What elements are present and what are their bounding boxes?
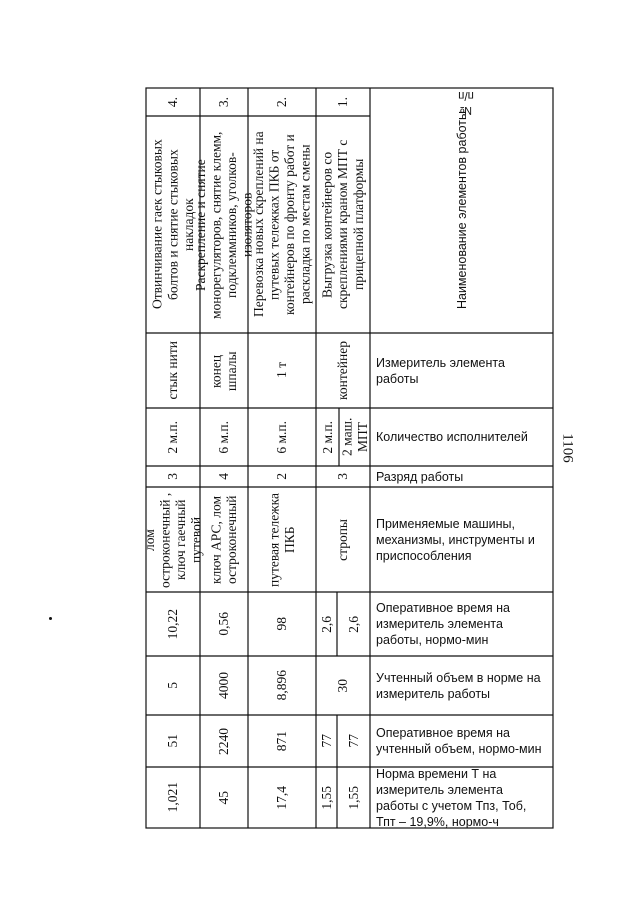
row1-workers-a-cell [339, 408, 370, 466]
header-volume: Учтенный объем в норме на измеритель работы [376, 670, 541, 701]
row1-optime-a: 2,6 [345, 615, 361, 633]
row2-num-cell [248, 88, 316, 116]
row3-optime-cell [200, 592, 248, 656]
row1-tools-cell [316, 487, 370, 592]
row1-optime-b-cell [316, 592, 337, 656]
row2-workers: 6 м.п. [274, 420, 290, 454]
row1-num-cell [316, 88, 370, 116]
row2-grade-cell [248, 466, 316, 487]
row3-measure: конец шпалы [208, 350, 239, 391]
row4-norm-cell [146, 767, 200, 828]
row2-grade: 2 [274, 473, 290, 480]
header-op-time-vol: Оперативное время на учтенный объем, нормо-мин [376, 726, 542, 756]
header-tools: Применяемые машины, механизмы, инструменты и приспособления [376, 516, 535, 563]
row1-optimevol-b-cell [316, 715, 337, 767]
row1-optime-b: 2,6 [318, 615, 334, 633]
row4-num-cell [146, 88, 200, 116]
row3-volume-cell [200, 656, 248, 715]
row4-name-cell [146, 116, 200, 333]
row1-norm-b: 1,55 [318, 785, 334, 810]
row1-measure-cell [316, 333, 370, 408]
row1-optimevol-a-cell [337, 715, 370, 767]
header-num: № п/п [458, 89, 474, 116]
header-name: Наименование элементов работы [454, 111, 469, 310]
header-norm: Норма времени Т на измеритель элемента работы с учетом Тпз, Тоб, Тпт – 19,9%, нормо-ч [376, 766, 527, 829]
row2-volume-cell [248, 656, 316, 715]
row2-name: Перевозка новых скреплений на путевых тележках ПКБ от контейнеров по фронту работ и раскладка по местам смены [250, 131, 313, 318]
row3-norm-cell [200, 767, 248, 828]
row2-optime-cell [248, 592, 316, 656]
row3-tools: ключ АРС, лом остроконечный [208, 495, 239, 584]
header-workers: Количество исполнителей [376, 430, 528, 444]
row4-norm: 1,021 [165, 782, 181, 813]
row1-volume-cell [316, 656, 370, 715]
row4-num: 4. [165, 96, 181, 108]
row1-norm-a: 1,55 [345, 785, 361, 810]
row4-volume: 5 [165, 682, 181, 689]
row4-name: Отвинчивание гаек стыковых болтов и снятие стыковых накладок [149, 139, 196, 310]
row1-optimevol-a: 77 [345, 734, 361, 748]
row3-optimevol-cell [200, 715, 248, 767]
row4-optime: 10,22 [165, 608, 181, 640]
row1-tools: стропы [335, 518, 351, 561]
row1-norm-a-cell [337, 767, 370, 828]
row4-grade: 3 [165, 473, 181, 480]
header-name-cell [370, 88, 553, 333]
row3-tools-cell [200, 487, 248, 592]
row2-name-cell [248, 116, 316, 333]
header-measure: Измеритель элемента работы [376, 355, 505, 386]
row3-num: 3. [216, 96, 232, 108]
row4-measure: стык нити [165, 341, 181, 400]
row3-grade-cell [200, 466, 248, 487]
row3-num-cell [200, 88, 248, 116]
page-number: 1106 [559, 433, 576, 463]
row4-workers: 2 м.п. [165, 420, 181, 454]
row1-grade-cell [316, 466, 370, 487]
row3-workers-cell [200, 408, 248, 466]
row2-optime: 98 [274, 617, 290, 631]
row3-norm: 45 [216, 790, 232, 805]
row1-norm-b-cell [316, 767, 337, 828]
row4-optime-cell [146, 592, 200, 656]
row4-optimevol-cell [146, 715, 200, 767]
row1-volume: 30 [335, 678, 351, 693]
row3-optime: 0,56 [216, 612, 232, 636]
row2-optimevol-cell [248, 715, 316, 767]
row3-optimevol: 2240 [216, 727, 232, 755]
row3-volume: 4000 [216, 672, 232, 699]
row3-measure-cell [200, 333, 248, 408]
row4-optimevol: 51 [165, 734, 181, 748]
row1-workers-b-cell [316, 408, 339, 466]
header-grade: Разряд работы [376, 469, 464, 484]
row2-num: 2. [274, 96, 290, 108]
row4-tools-cell [141, 487, 204, 592]
row2-optimevol: 871 [274, 730, 290, 752]
row4-volume-cell [146, 656, 200, 715]
row1-optimevol-b: 77 [318, 734, 334, 748]
row1-workers-b: 2 м.п. [319, 420, 335, 454]
row3-grade: 4 [216, 473, 232, 480]
row1-name-cell [316, 116, 370, 333]
row2-norm: 17,4 [274, 785, 290, 810]
row2-tools-cell [248, 487, 316, 592]
row3-name-cell [192, 116, 255, 333]
row2-tools: путевая тележка ПКБ [266, 492, 297, 587]
row3-workers: 6 м.п. [216, 420, 232, 454]
row2-volume: 8,896 [274, 670, 290, 701]
row4-workers-cell [146, 408, 200, 466]
row1-workers-a: 2 маш. МПТ [338, 417, 370, 457]
row1-grade: 3 [335, 473, 351, 480]
row1-optime-a-cell [337, 592, 370, 656]
row2-norm-cell [248, 767, 316, 828]
row4-measure-cell [146, 333, 200, 408]
row4-tools: лом остроконечный , ключ гаечный путевой [141, 491, 204, 588]
row2-measure: 1 т [274, 362, 290, 379]
row4-grade-cell [146, 466, 200, 487]
row1-measure: контейнер [335, 341, 351, 400]
row2-measure-cell [248, 333, 316, 408]
row1-num: 1. [335, 96, 351, 108]
row2-workers-cell [248, 408, 316, 466]
row1-name: Выгрузка контейнеров со скреплениями краном МПТ с прицепной платформы [319, 139, 366, 310]
header-op-time: Оперативное время на измеритель элемента работы, нормо-мин [376, 601, 510, 647]
row3-name: Раскрепление и снятие монорегуляторов, снятие клемм, подклеммников, уголков-изоляторов [192, 130, 255, 319]
